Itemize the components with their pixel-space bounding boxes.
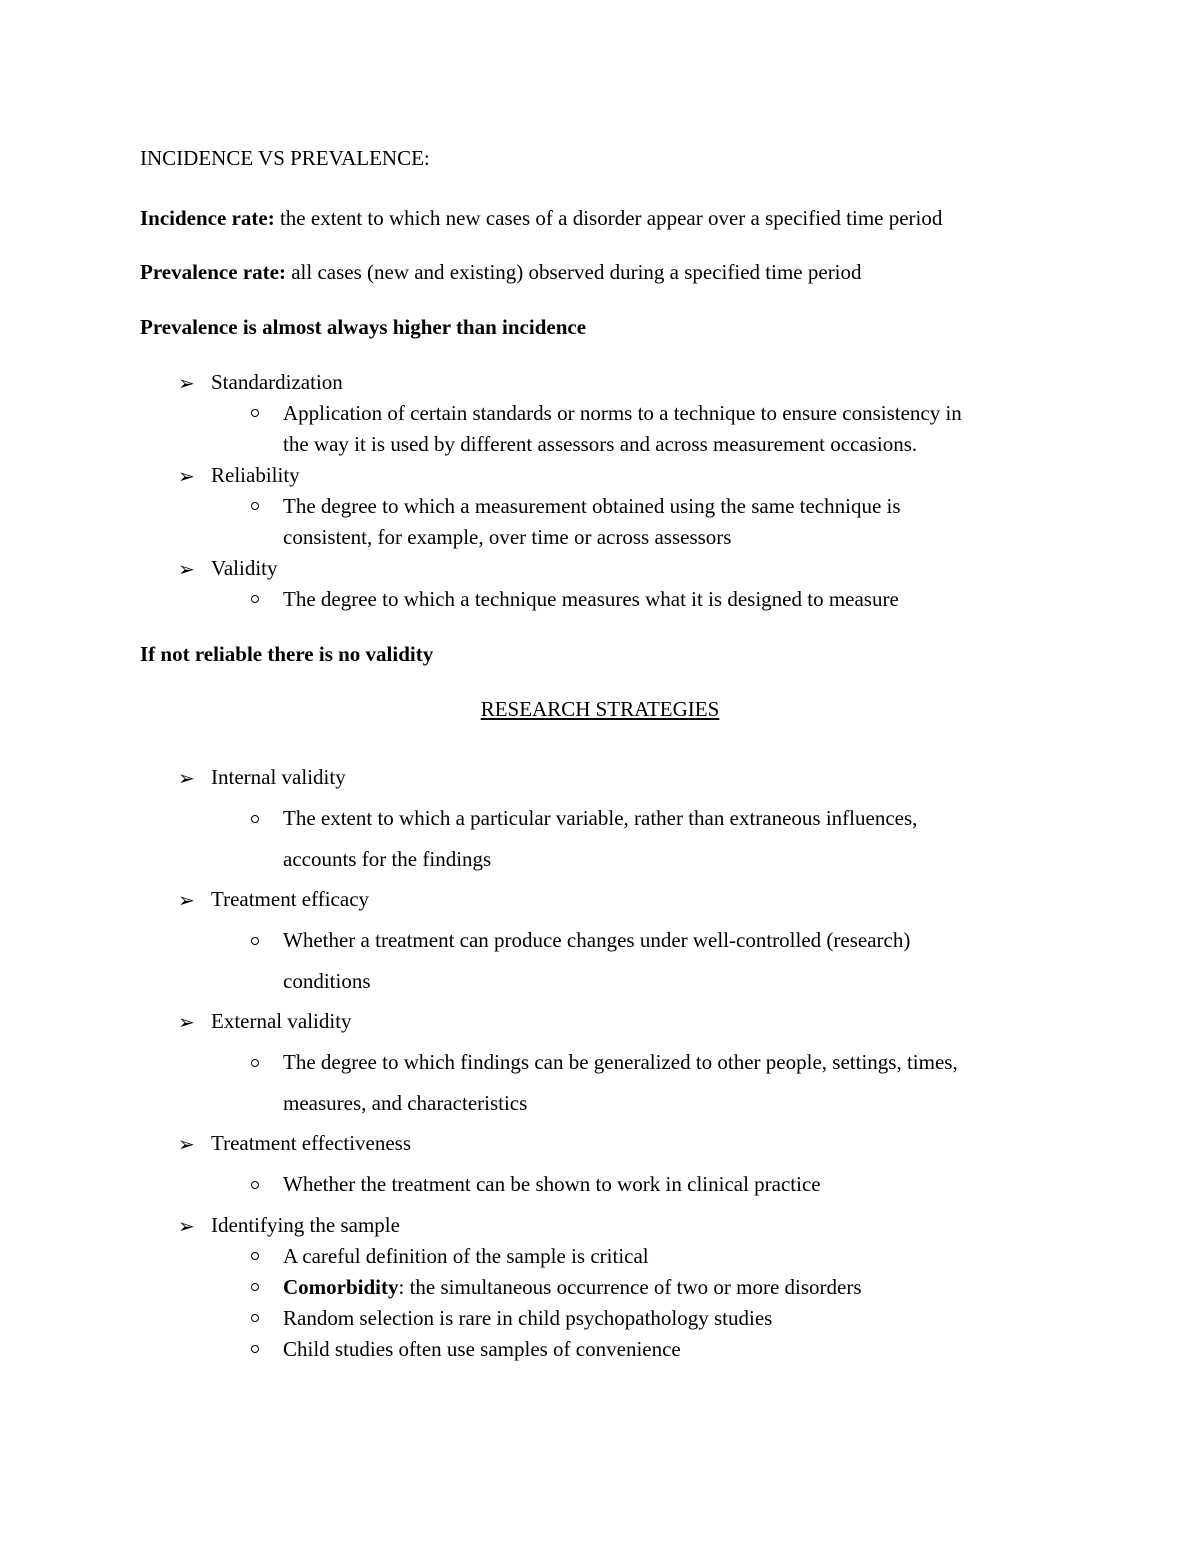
prevalence-text: all cases (new and existing) observed during a specified time period xyxy=(285,260,862,284)
sub-bullet-line: consistent, for example, over time or across assessors xyxy=(283,525,732,549)
sub-bullet-line: Whether a treatment can produce changes under well-controlled (research) xyxy=(283,928,911,952)
sub-bullet-line: Whether the treatment can be shown to work in clinical practice xyxy=(283,1172,821,1196)
arrow-bullet-icon: ➢ xyxy=(178,557,195,581)
bullet-internal-validity: Internal validity xyxy=(211,765,346,789)
research-strategies-heading: RESEARCH STRATEGIES xyxy=(480,697,720,721)
sub-bullet-line: The extent to which a particular variable, rather than extraneous influences, xyxy=(283,806,918,830)
sub-bullet-line: Child studies often use samples of convenience xyxy=(283,1337,681,1361)
sub-bullet-line: measures, and characteristics xyxy=(283,1091,528,1115)
sub-bullet-line: The degree to which a measurement obtained using the same technique is xyxy=(283,494,901,518)
sub-bullet-line: Random selection is rare in child psychopathology studies xyxy=(283,1306,773,1330)
sub-bullet-line: conditions xyxy=(283,969,371,993)
arrow-bullet-icon: ➢ xyxy=(178,371,195,395)
arrow-bullet-icon: ➢ xyxy=(178,464,195,488)
sub-bullet-line: The degree to which a technique measures what it is designed to measure xyxy=(283,587,899,611)
incidence-definition xyxy=(140,208,942,229)
circle-bullet-icon xyxy=(251,1059,259,1067)
arrow-bullet-icon: ➢ xyxy=(178,1010,195,1034)
comorbidity-term: Comorbidity xyxy=(283,1275,399,1299)
sub-bullet-line: A careful definition of the sample is critical xyxy=(283,1244,649,1268)
sub-bullet-line: The degree to which findings can be generalized to other people, settings, times, xyxy=(283,1050,958,1074)
circle-bullet-icon xyxy=(251,937,259,945)
comorbidity-definition xyxy=(283,1277,862,1298)
incidence-term: Incidence rate: xyxy=(140,206,275,230)
circle-bullet-icon xyxy=(251,815,259,823)
circle-bullet-icon xyxy=(251,1181,259,1189)
arrow-bullet-icon: ➢ xyxy=(178,1132,195,1156)
prevalence-term: Prevalence rate: xyxy=(140,260,286,284)
prevalence-statement: Prevalence is almost always higher than incidence xyxy=(140,315,587,339)
sub-bullet-line: accounts for the findings xyxy=(283,847,492,871)
circle-bullet-icon xyxy=(251,1283,259,1291)
bullet-treatment-effectiveness: Treatment effectiveness xyxy=(211,1131,412,1155)
sub-bullet-line: Application of certain standards or norms to a technique to ensure consistency in xyxy=(283,401,962,425)
bullet-treatment-efficacy: Treatment efficacy xyxy=(211,887,370,911)
reliability-statement: If not reliable there is no validity xyxy=(140,642,434,666)
bullet-validity: Validity xyxy=(211,556,278,580)
prevalence-definition xyxy=(140,262,862,283)
circle-bullet-icon xyxy=(251,1314,259,1322)
bullet-reliability: Reliability xyxy=(211,463,300,487)
arrow-bullet-icon: ➢ xyxy=(178,1214,195,1238)
page-heading: INCIDENCE VS PREVALENCE: xyxy=(140,146,430,170)
circle-bullet-icon xyxy=(251,502,259,510)
circle-bullet-icon xyxy=(251,1345,259,1353)
incidence-text: the extent to which new cases of a disorder appear over a specified time period xyxy=(274,206,943,230)
circle-bullet-icon xyxy=(251,409,259,417)
bullet-standardization: Standardization xyxy=(211,370,343,394)
sub-bullet-line: the way it is used by different assessors and across measurement occasions. xyxy=(283,432,918,456)
bullet-external-validity: External validity xyxy=(211,1009,352,1033)
arrow-bullet-icon: ➢ xyxy=(178,888,195,912)
circle-bullet-icon xyxy=(251,595,259,603)
bullet-identifying-sample: Identifying the sample xyxy=(211,1213,400,1237)
comorbidity-text: : the simultaneous occurrence of two or more disorders xyxy=(398,1275,862,1299)
circle-bullet-icon xyxy=(251,1252,259,1260)
arrow-bullet-icon: ➢ xyxy=(178,766,195,790)
